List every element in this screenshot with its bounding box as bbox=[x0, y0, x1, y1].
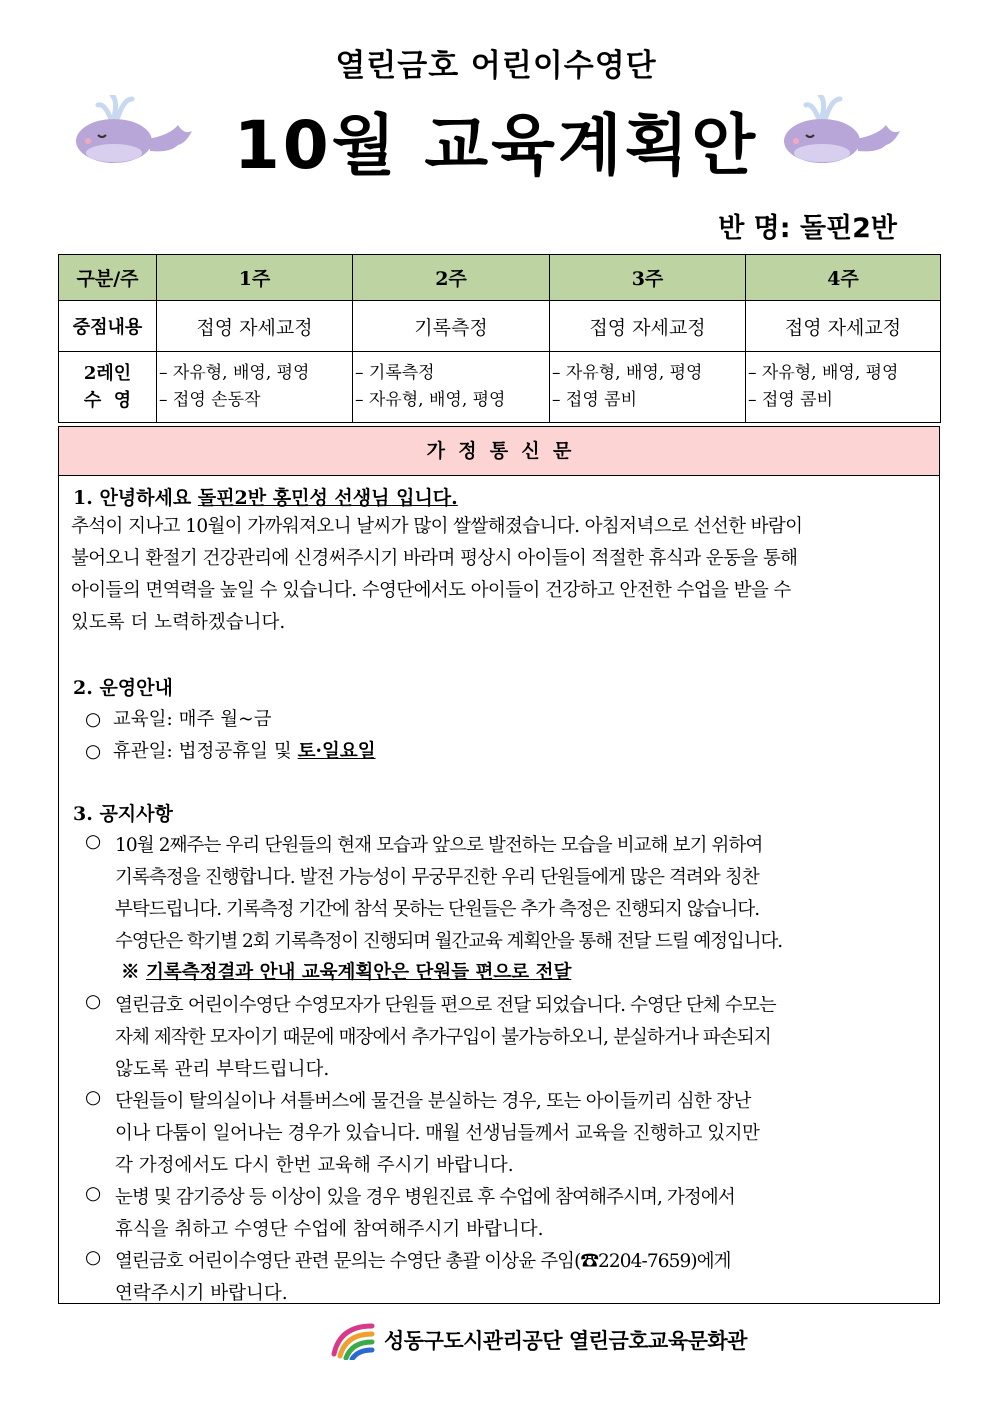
week-header: 2주 bbox=[353, 255, 550, 301]
measurement-note bbox=[121, 958, 571, 984]
note-text: 기록측정결과 안내 교육계획안은 단원들 편으로 전달 bbox=[145, 962, 572, 983]
notice-line: 각 가정에서도 다시 한번 교육해 주시기 바랍니다. bbox=[115, 1155, 514, 1176]
bullet-icon: ○ bbox=[85, 831, 102, 852]
notice-line: 10월 2째주는 우리 단원들의 현재 모습과 앞으로 발전하는 모습을 비교해 보기 위하여 bbox=[115, 835, 763, 856]
bullet-icon: ○ bbox=[85, 1183, 102, 1204]
notice-title: 가 정 통 신 문 bbox=[59, 427, 939, 476]
week-header: 4주 bbox=[746, 255, 941, 301]
note-mark: ※ bbox=[121, 962, 146, 983]
focus-cell: 접영 자세교정 bbox=[550, 301, 746, 352]
focus-cell: 기록측정 bbox=[353, 301, 550, 352]
bullet-icon: ○ bbox=[85, 1247, 102, 1268]
class-name: 반 명: 돌핀2반 bbox=[718, 213, 897, 244]
notice-line: 눈병 및 감기증상 등 이상이 있을 경우 병원진료 후 수업에 참여해주시며, 가정에서 bbox=[115, 1187, 735, 1208]
notice-line: 열린금호 어린이수영단 수영모자가 단원들 편으로 전달 되었습니다. 수영단 단체 수모는 bbox=[115, 995, 776, 1016]
section1-heading bbox=[73, 483, 458, 510]
focus-label: 중점내용 bbox=[59, 301, 157, 352]
notice-line: 부탁드립니다. 기록측정 기간에 참석 못하는 단원들은 추가 측정은 진행되지 않습니다. bbox=[115, 899, 760, 920]
notice-line: 기록측정을 진행합니다. 발전 가능성이 무궁무진한 우리 단원들에게 많은 격려와 칭찬 bbox=[115, 867, 759, 888]
notice-line: 자체 제작한 모자이기 때문에 매장에서 추가구입이 불가능하오니, 분실하거나 파손되지 bbox=[115, 1027, 771, 1048]
teacher-greeting: 돌핀2반 홍민성 선생님 입니다. bbox=[197, 487, 458, 509]
item-line: – 자유형, 배영, 평영 bbox=[552, 363, 703, 383]
closed-days: 토·일요일 bbox=[297, 741, 376, 762]
notice-line: 이나 다툼이 일어나는 경우가 있습니다. 매월 선생님들께서 교육을 진행하고 있지만 bbox=[115, 1123, 760, 1144]
section3-heading: 3. 공지사항 bbox=[73, 803, 173, 825]
item-line: – 자유형, 배영, 평영 bbox=[748, 363, 899, 383]
focus-cell: 접영 자세교정 bbox=[157, 301, 353, 352]
item-line: – 접영 손동작 bbox=[159, 390, 261, 410]
organization-name: 성동구도시관리공단 열린금호교육문화관 bbox=[384, 1329, 747, 1353]
operation-item-text: 교육일: 매주 월~금 bbox=[112, 709, 272, 730]
table-header-row bbox=[59, 255, 941, 301]
document-subtitle: 열린금호 어린이수영단 bbox=[335, 48, 657, 84]
lane-row bbox=[59, 352, 941, 423]
lane-label-line: 수 영 bbox=[83, 390, 132, 411]
week-header: 1주 bbox=[157, 255, 353, 301]
corner-label: 구분/주 bbox=[59, 255, 157, 301]
operation-item-text: 휴관일: 법정공휴일 및 bbox=[112, 741, 298, 762]
week-header: 3주 bbox=[550, 255, 746, 301]
focus-cell: 접영 자세교정 bbox=[746, 301, 941, 352]
section2-heading: 2. 운영안내 bbox=[73, 677, 173, 699]
bullet-icon: ○ bbox=[85, 991, 102, 1012]
section1-line: 있도록 더 노력하겠습니다. bbox=[71, 612, 286, 633]
home-notice-box bbox=[58, 426, 940, 1304]
bullet-icon: ○ bbox=[85, 1087, 102, 1108]
item-line: – 접영 콤비 bbox=[748, 390, 833, 410]
bullet-icon: ○ bbox=[85, 741, 102, 762]
item-line: – 접영 콤비 bbox=[552, 390, 637, 410]
footer bbox=[330, 1316, 747, 1364]
item-line: – 자유형, 배영, 평영 bbox=[159, 363, 310, 383]
focus-row bbox=[59, 301, 941, 352]
section1-line: 아이들의 면역력을 높일 수 있습니다. 수영단에서도 아이들이 건강하고 안전한 수업을 받을 수 bbox=[71, 580, 791, 601]
section1-line: 추석이 지나고 10월이 가까워져오니 날씨가 많이 쌀쌀해졌습니다. 아침저녁으로 선선한 바람이 bbox=[71, 516, 803, 537]
items-cell bbox=[157, 352, 353, 423]
items-cell bbox=[746, 352, 941, 423]
item-line: – 자유형, 배영, 평영 bbox=[355, 390, 506, 410]
lane-label bbox=[59, 352, 157, 423]
item-line: – 기록측정 bbox=[355, 363, 435, 383]
notice-line: 않도록 관리 부탁드립니다. bbox=[115, 1059, 330, 1080]
items-cell bbox=[550, 352, 746, 423]
items-cell bbox=[353, 352, 550, 423]
notice-line: 열린금호 어린이수영단 관련 문의는 수영단 총괄 이상윤 주임(☎2204-7659)에게 bbox=[115, 1251, 731, 1272]
rainbow-logo-icon bbox=[330, 1320, 376, 1360]
notice-line: 연락주시기 바랍니다. bbox=[115, 1283, 288, 1304]
lane-label-line: 2레인 bbox=[83, 363, 132, 384]
notice-line: 수영단은 학기별 2회 기록측정이 진행되며 월간교육 계획안을 통해 전달 드릴 예정입니다. bbox=[115, 931, 783, 952]
section1-line: 불어오니 환절기 건강관리에 신경써주시기 바라며 평상시 아이들이 적절한 휴식과 운동을 통해 bbox=[71, 548, 798, 569]
operation-item bbox=[85, 737, 376, 763]
bullet-icon: ○ bbox=[85, 709, 102, 730]
operation-item bbox=[85, 705, 272, 731]
notice-line: 휴식을 취하고 수영단 수업에 참여해주시기 바랍니다. bbox=[115, 1219, 544, 1240]
section1-heading-text: 1. 안녕하세요 bbox=[73, 487, 198, 509]
document-title: 10월 교육계획안 bbox=[233, 107, 759, 184]
education-plan-table bbox=[58, 254, 941, 423]
notice-line: 단원들이 탈의실이나 셔틀버스에 물건을 분실하는 경우, 또는 아이들끼리 심한 장난 bbox=[115, 1091, 751, 1112]
